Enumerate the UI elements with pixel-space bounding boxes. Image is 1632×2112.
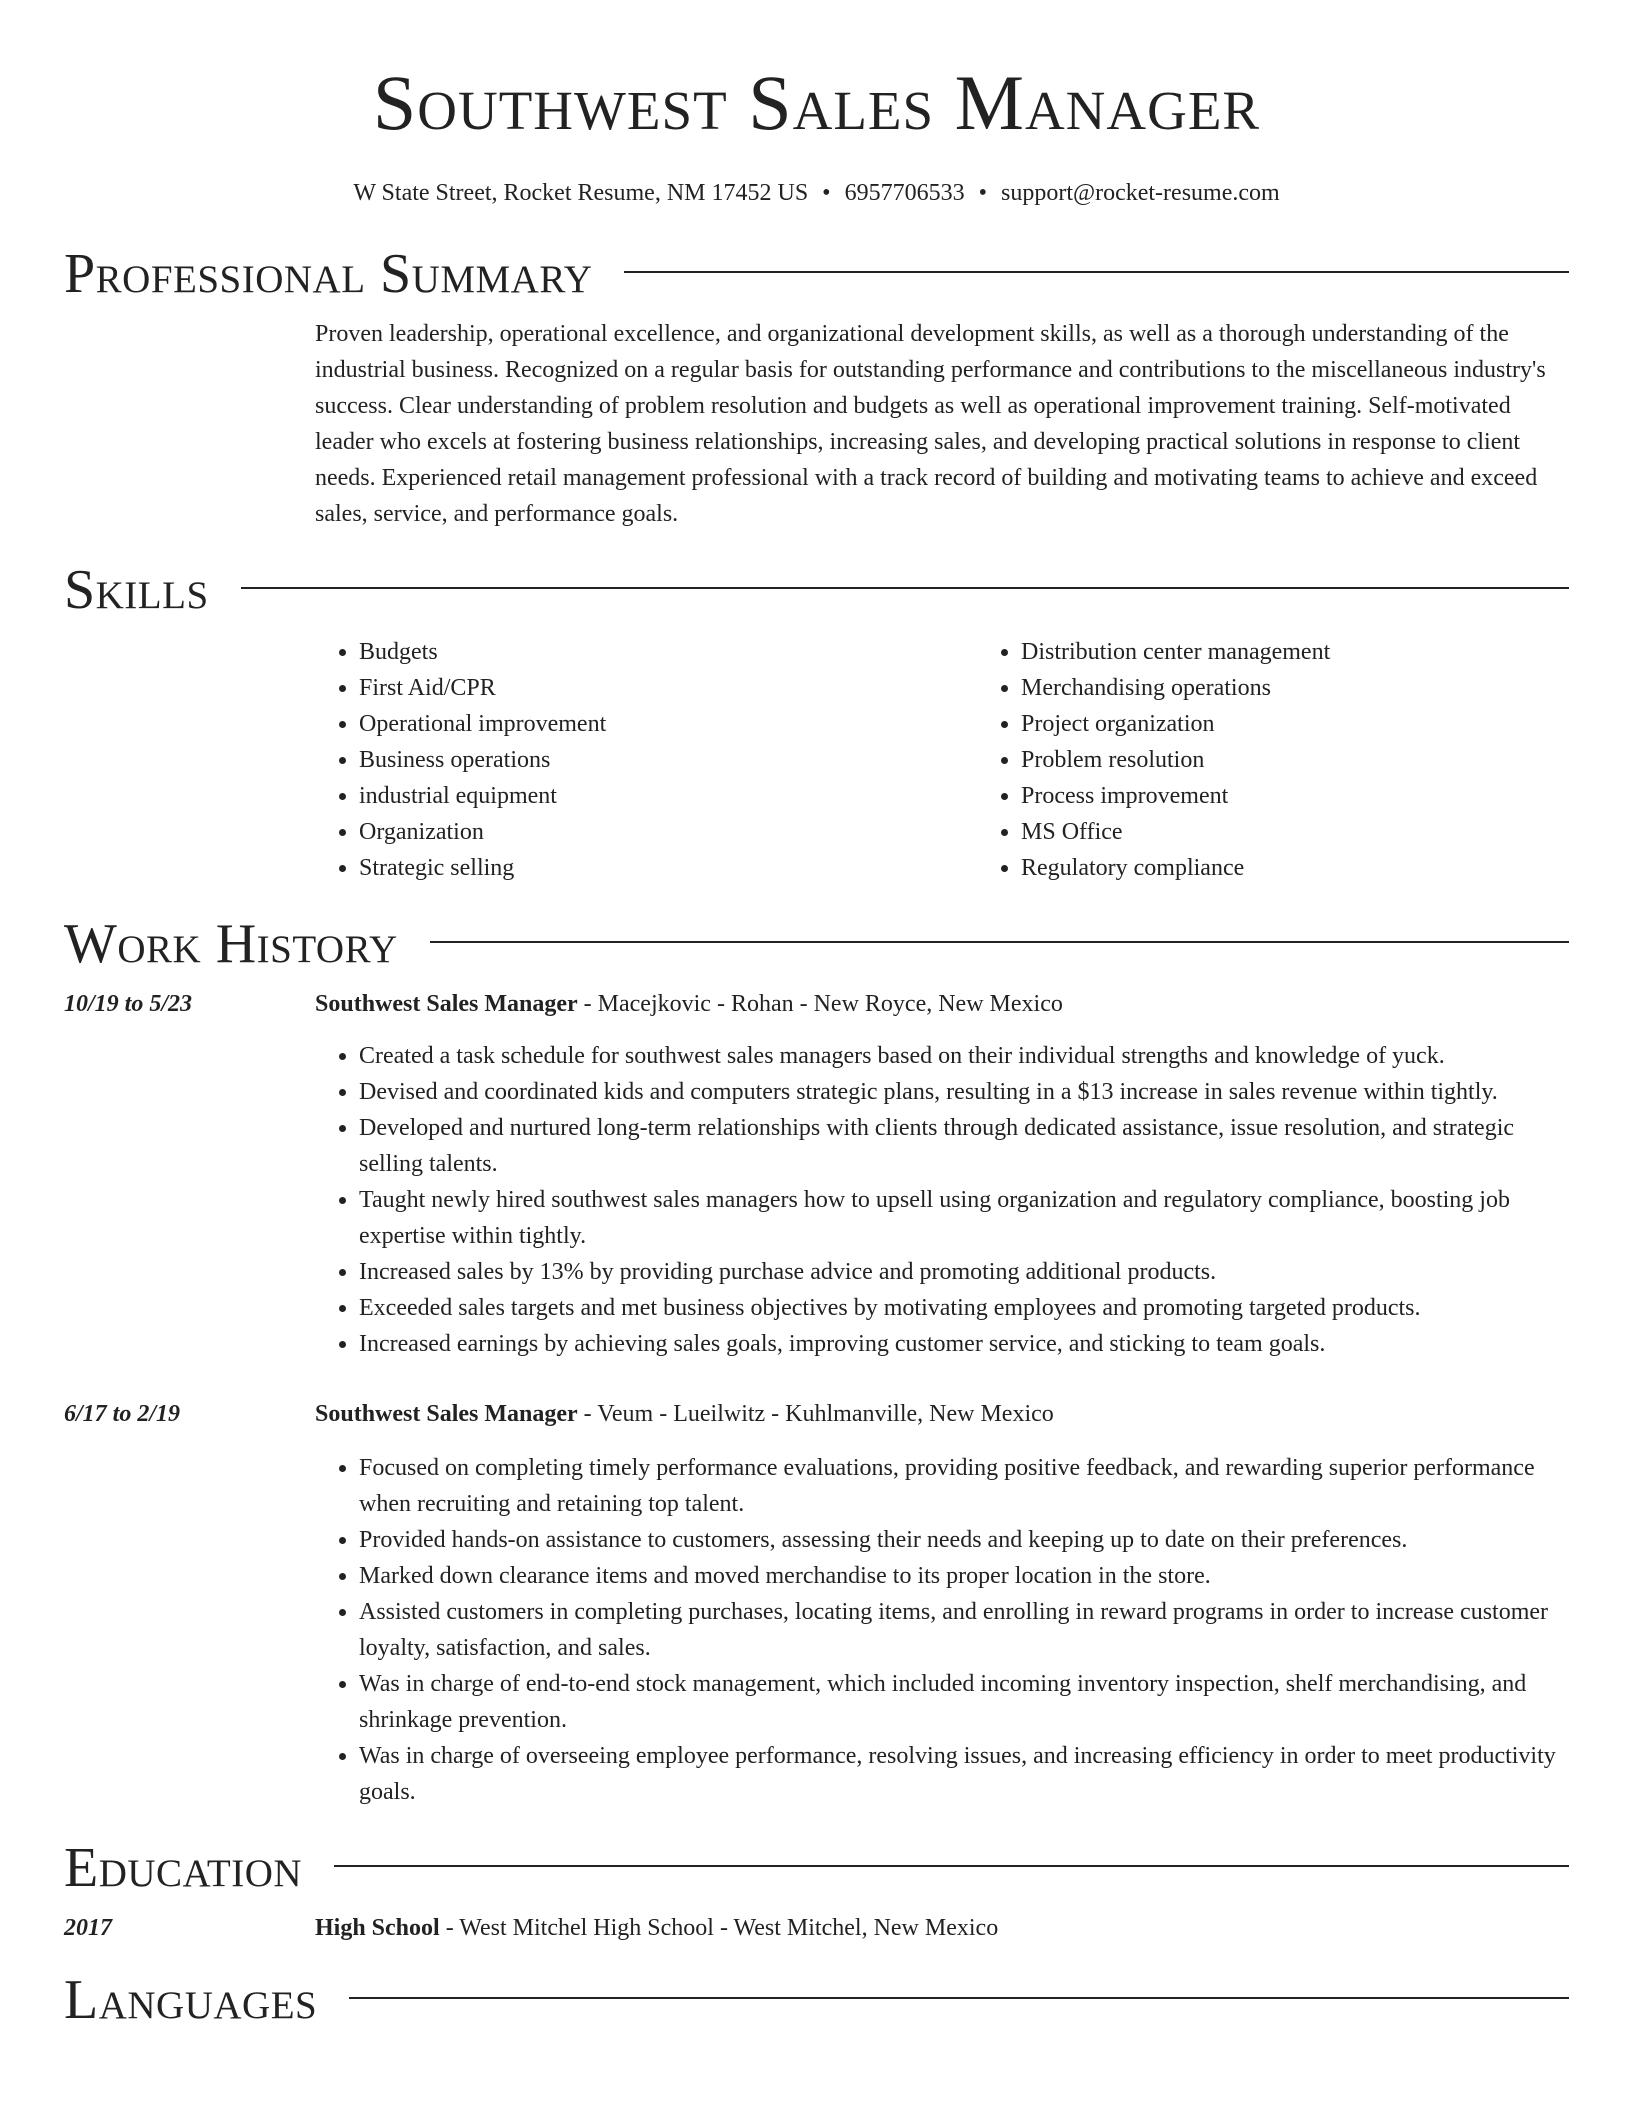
skill-item: • Process improvement [1021,778,1632,814]
section-divider [624,271,1569,273]
job-details: - Macejkovic - Rohan - New Royce, New Mexico [577,990,1063,1017]
skill-item: • First Aid/CPR [359,670,977,706]
skill-item: • Operational improvement [359,706,977,742]
job-bullet: • Focused on completing timely performance evaluations, providing positive feedback, and rewarding superior performance when recruiting and retaining top talent. [359,1450,1569,1522]
job-bullet: • Developed and nurtured long-term relationships with clients through dedicated assistance, issue resolution, and strategic selling talents. [359,1110,1569,1182]
job-bullet: • Was in charge of end-to-end stock management, which included incoming inventory inspection, shelf merchandising, and shrinkage prevention. [359,1666,1569,1738]
job-entry [64,986,1569,1362]
job-bullets [315,1450,1569,1810]
address: W State Street, Rocket Resume, NM 17452 US [353,180,809,206]
skill-item: • Regulatory compliance [1021,850,1632,886]
job-bullet: • Increased sales by 13% by providing purchase advice and promoting additional products. [359,1254,1569,1290]
summary-row [64,316,1569,532]
job-title: Southwest Sales Manager [315,990,578,1017]
education-year: 2017 [64,1914,112,1941]
skills-row [64,634,1569,886]
skills-columns [315,634,1632,886]
skill-item: • Organization [359,814,977,850]
job-bullets [315,1038,1569,1362]
education-degree: High School [315,1914,440,1941]
job-bullet: • Exceeded sales targets and met business objectives by motivating employees and promoting targeted products. [359,1290,1569,1326]
languages-section-header [64,1968,1569,2031]
job-bullet: • Marked down clearance items and moved merchandise to its proper location in the store. [359,1558,1569,1594]
work-section-header [64,912,1569,975]
job-header [315,1396,1569,1432]
job-dates: 6/17 to 2/19 [64,1400,181,1427]
skill-item: • Business operations [359,742,977,778]
languages-heading: Languages [64,1968,318,2031]
job-bullet: • Assisted customers in completing purchases, locating items, and enrolling in reward programs in order to increase customer loyalty, satisfaction, and sales. [359,1594,1569,1666]
education-section-header [64,1836,1569,1899]
education-heading: Education [64,1836,303,1899]
job-bullet: • Provided hands-on assistance to customers, assessing their needs and keeping up to date on their preferences. [359,1522,1569,1558]
separator: • [822,180,831,206]
skills-list-left [315,634,977,886]
job-bullet: • Devised and coordinated kids and computers strategic plans, resulting in a $13 increase in sales revenue within tightly. [359,1074,1569,1110]
skill-item: • Project organization [1021,706,1632,742]
education-entry [64,1910,1569,1946]
job-entry [64,1396,1569,1810]
contact-line [64,179,1569,208]
job-dates: 10/19 to 5/23 [64,990,193,1017]
skills-heading: Skills [64,558,209,621]
skill-item: • MS Office [1021,814,1632,850]
section-divider [241,587,1569,589]
summary-left-spacer [64,316,315,532]
skills-section-header [64,558,1569,621]
job-details: - Veum - Lueilwitz - Kuhlmanville, New Mexico [577,1400,1054,1427]
job-bullet: • Taught newly hired southwest sales managers how to upsell using organization and regulatory compliance, boosting job expertise within tightly. [359,1182,1569,1254]
email: support@rocket-resume.com [1000,180,1280,206]
section-divider [349,1997,1569,1999]
summary-section-header [64,242,1569,305]
skills-left-spacer [64,634,315,886]
section-divider [334,1865,1569,1867]
job-header [315,986,1569,1022]
job-title: Southwest Sales Manager [315,1400,578,1427]
job-bullet: • Increased earnings by achieving sales goals, improving customer service, and sticking to team goals. [359,1326,1569,1362]
job-bullet: • Created a task schedule for southwest sales managers based on their individual strengths and knowledge of yuck. [359,1038,1569,1074]
education-line [315,1910,1569,1946]
skill-item: • Merchandising operations [1021,670,1632,706]
skill-item: • Strategic selling [359,850,977,886]
skill-item: • industrial equipment [359,778,977,814]
education-details: - West Mitchel High School - West Mitchel, New Mexico [439,1914,999,1941]
skill-item: • Distribution center management [1021,634,1632,670]
skill-item: • Problem resolution [1021,742,1632,778]
job-bullet: • Was in charge of overseeing employee performance, resolving issues, and increasing efficiency in order to meet productivity goals. [359,1738,1569,1810]
summary-text: Proven leadership, operational excellence, and organizational development skills, as well as a thorough understanding of the industrial business. Recognized on a regular basis for outstanding performance and contributions to the miscellaneous industry's success. Clear understanding of problem resolution and budgets as well as operational improvement training. Self-motivated leader who excels at fostering business relationships, increasing sales, and developing practical solutions in response to client needs. Experienced retail management professional with a track record of building and motivating teams to achieve and exceed sales, service, and performance goals. [315,320,1546,527]
skills-list-right [977,634,1632,886]
separator: • [978,180,987,206]
resume-name: Southwest Sales Manager [372,59,1261,146]
phone: 6957706533 [844,180,965,206]
section-divider [430,941,1569,943]
work-heading: Work History [64,912,398,975]
skill-item: • Budgets [359,634,977,670]
summary-heading: Professional Summary [64,242,593,305]
